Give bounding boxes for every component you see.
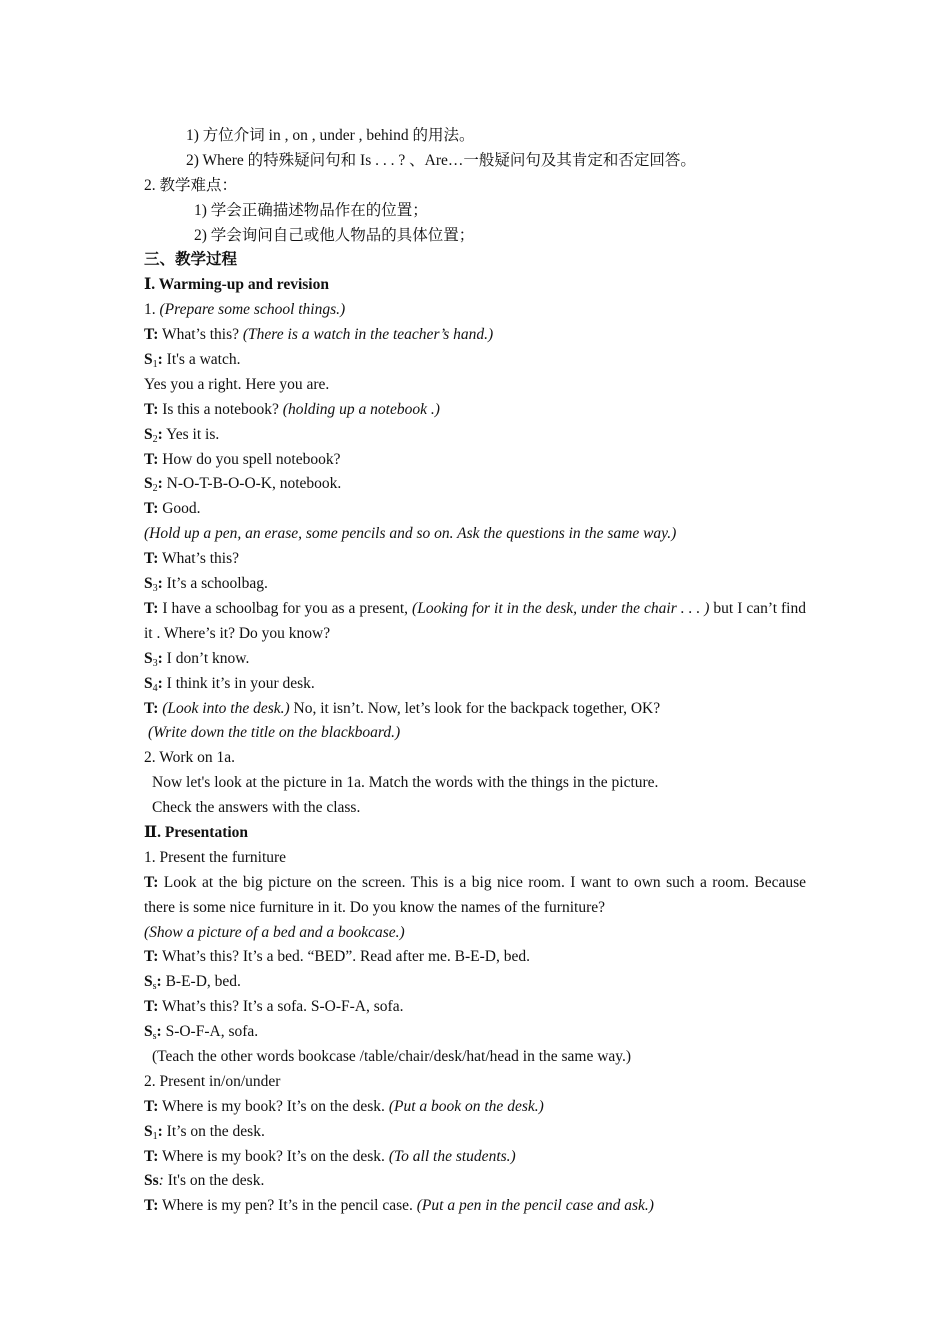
stage-direction: (Show a picture of a bed and a bookcase.) <box>144 923 405 941</box>
dialogue-line <box>144 1095 806 1120</box>
objective-text: 1) 方位介词 in , on , under , behind 的用法。 <box>186 127 475 144</box>
speaker-subscript: 4 <box>152 682 158 694</box>
dialogue-text: No, it isn’t. Now, let’s look for the backpack together, OK? <box>289 699 661 717</box>
dialogue-text: Is this a notebook? <box>158 400 283 418</box>
dialogue-line <box>144 1120 806 1145</box>
dialogue-block <box>144 647 806 722</box>
dialogue-line <box>144 597 806 647</box>
stage-direction: (Hold up a pen, an erase, some pencils and so on. Ask the questions in the same way.) <box>144 525 677 543</box>
difficulty-text: 2) 学会询问自己或他人物品的具体位置； <box>194 226 475 244</box>
speaker-label: T: <box>144 873 159 891</box>
speaker-colon: : <box>157 575 163 593</box>
dialogue-text: Where is my pen? It’s in the pencil case. <box>158 1197 417 1215</box>
speaker-label: S <box>144 475 153 493</box>
section-heading <box>144 821 806 846</box>
speaker-colon: : <box>157 475 163 493</box>
dialogue-block <box>144 945 806 1045</box>
difficulty-line <box>144 199 806 224</box>
speaker-label: T: <box>144 699 159 717</box>
dialogue-line <box>144 423 806 448</box>
dialogue-text: Good. <box>158 500 201 518</box>
speaker-colon: : <box>156 1023 162 1041</box>
dialogue-line <box>144 348 806 373</box>
speaker-subscript: s <box>152 981 157 993</box>
dialogue-line <box>144 945 806 970</box>
stage-direction-line <box>144 721 806 746</box>
dialogue-line <box>144 373 806 398</box>
speaker-label: T: <box>144 550 159 568</box>
speaker-label: T: <box>144 998 159 1016</box>
dialogue-text: What’s this? It’s a sofa. S-O-F-A, sofa. <box>158 998 404 1016</box>
difficulty-line <box>144 224 806 249</box>
dialogue-line <box>144 448 806 473</box>
stage-direction-line <box>144 921 806 946</box>
speaker-subscript: s <box>152 1031 157 1043</box>
dialogue-text: What’s this? It’s a bed. “BED”. Read after me. B-E-D, bed. <box>158 948 530 966</box>
step-line <box>144 298 806 323</box>
dialogue-text: Look at the big picture on the screen. This is a big nice room. I want to own such a room. Because there is some nice furniture in it. Do you know the names of the furniture? <box>144 873 806 916</box>
speaker-subscript: 1 <box>152 359 158 371</box>
step-line: 1. Present the furniture <box>144 848 287 866</box>
dialogue-line <box>144 398 806 423</box>
stage-direction: (To all the students.) <box>388 1147 516 1165</box>
speaker-colon: : <box>157 674 163 692</box>
dialogue-text: What’s this? <box>158 550 240 568</box>
dialogue-text: but I can’t find it . Where’s it? Do you know? <box>144 599 806 642</box>
objective-text: 2) Where 的特殊疑问句和 Is . . . ? 、Are…一般疑问句及其肯定和否定回答。 <box>186 151 696 169</box>
speaker-subscript: 3 <box>152 657 158 669</box>
dialogue-line <box>144 1020 806 1045</box>
process-heading-text: 三、教学过程 <box>144 251 238 269</box>
objective-line <box>144 124 806 149</box>
instruction-line: Now let's look at the picture in 1a. Match the words with the things in the picture. <box>152 774 659 792</box>
dialogue-text: S-O-F-A, sofa. <box>161 1023 259 1041</box>
dialogue-text: It's a watch. <box>162 351 241 369</box>
objective-line <box>144 149 806 174</box>
speaker-colon: : <box>157 1122 163 1140</box>
speaker-label: T: <box>144 400 159 418</box>
speaker-label: T: <box>144 599 159 617</box>
step-line: 2. Work on 1a. <box>144 749 236 767</box>
speaker-label: S <box>144 1122 153 1140</box>
speaker-label: T: <box>144 948 159 966</box>
dialogue-text: It’s on the desk. <box>162 1122 265 1140</box>
speaker-label: S <box>144 1023 153 1041</box>
speaker-colon: : <box>156 973 162 991</box>
difficulty-text: 1) 学会正确描述物品作在的位置； <box>194 201 428 219</box>
step-line: 2. Present in/on/under <box>144 1072 281 1090</box>
process-heading <box>144 248 806 273</box>
dialogue-line <box>144 970 806 995</box>
dialogue-text: I think it’s in your desk. <box>162 674 315 692</box>
dialogue-text: Where is my book? It’s on the desk. <box>158 1097 389 1115</box>
speaker-label: S <box>144 973 153 991</box>
dialogue-text: N-O-T-B-O-O-K, notebook. <box>162 475 342 493</box>
speaker-colon: : <box>158 1172 164 1190</box>
speaker-colon: : <box>157 351 163 369</box>
dialogue-line <box>144 1145 806 1170</box>
stage-direction: (Looking for it in the desk, under the chair . . . ) <box>412 599 710 617</box>
stage-direction: (There is a watch in the teacher’s hand.) <box>242 326 494 344</box>
speaker-label: T: <box>144 1097 159 1115</box>
dialogue-text: I have a schoolbag for you as a present, <box>158 599 413 617</box>
speaker-label: T: <box>144 1147 159 1165</box>
dialogue-text: I don’t know. <box>162 649 250 667</box>
speaker-label: T: <box>144 450 159 468</box>
speaker-label: T: <box>144 326 159 344</box>
dialogue-line <box>144 1169 806 1194</box>
step-number: 1. <box>144 301 160 319</box>
dialogue-text: It's on the desk. <box>163 1172 265 1190</box>
dialogue-line <box>144 995 806 1020</box>
speaker-subscript: 1 <box>152 1130 158 1142</box>
speaker-label: S <box>144 575 153 593</box>
dialogue-text: It’s a schoolbag. <box>162 575 268 593</box>
dialogue-line <box>144 497 806 522</box>
stage-direction: (holding up a notebook .) <box>282 400 440 418</box>
dialogue-line <box>144 323 806 348</box>
speaker-subscript: 2 <box>152 483 158 495</box>
dialogue-line <box>144 697 806 722</box>
stage-direction: (Put a pen in the pencil case and ask.) <box>416 1197 654 1215</box>
dialogue-text: Yes you a right. Here you are. <box>144 375 330 393</box>
stage-direction: (Write down the title on the blackboard.) <box>148 724 401 742</box>
lesson-plan-text <box>144 124 806 1219</box>
stage-direction: (Look into the desk.) <box>158 699 290 717</box>
instruction-line: (Teach the other words bookcase /table/chair/desk/hat/head in the same way.) <box>152 1048 632 1066</box>
dialogue-block <box>144 323 806 597</box>
stage-direction: (Put a book on the desk.) <box>388 1097 544 1115</box>
speaker-subscript: 3 <box>152 583 158 595</box>
speaker-colon: : <box>157 425 163 443</box>
dialogue-block <box>144 1095 806 1219</box>
dialogue-line <box>144 572 806 597</box>
dialogue-line <box>144 547 806 572</box>
dialogue-text: Yes it is. <box>162 425 220 443</box>
dialogue-text: How do you spell notebook? <box>158 450 341 468</box>
speaker-subscript: 2 <box>152 433 158 445</box>
speaker-colon: : <box>157 649 163 667</box>
dialogue-line <box>144 1194 806 1219</box>
dialogue-line <box>144 672 806 697</box>
difficulty-heading: 2. 教学难点： <box>144 176 238 194</box>
section-heading-text: Ⅰ. Warming-up and revision <box>144 276 329 294</box>
dialogue-line <box>144 871 806 921</box>
dialogue-text: B-E-D, bed. <box>161 973 241 991</box>
dialogue-line <box>144 472 806 497</box>
speaker-label: T: <box>144 500 159 518</box>
speaker-label: S <box>144 351 153 369</box>
speaker-label: S <box>144 674 153 692</box>
speaker-label: Ss <box>144 1172 159 1190</box>
dialogue-text: Where is my book? It’s on the desk. <box>158 1147 389 1165</box>
speaker-label: S <box>144 425 153 443</box>
dialogue-line <box>144 647 806 672</box>
dialogue-text: What’s this? <box>158 326 243 344</box>
speaker-label: S <box>144 649 153 667</box>
section-heading-text: Ⅱ. Presentation <box>144 823 249 841</box>
section-heading <box>144 273 806 298</box>
stage-direction: (Prepare some school things.) <box>159 301 346 319</box>
dialogue-line <box>144 522 806 547</box>
instruction-line: Check the answers with the class. <box>152 799 361 817</box>
speaker-label: T: <box>144 1197 159 1215</box>
